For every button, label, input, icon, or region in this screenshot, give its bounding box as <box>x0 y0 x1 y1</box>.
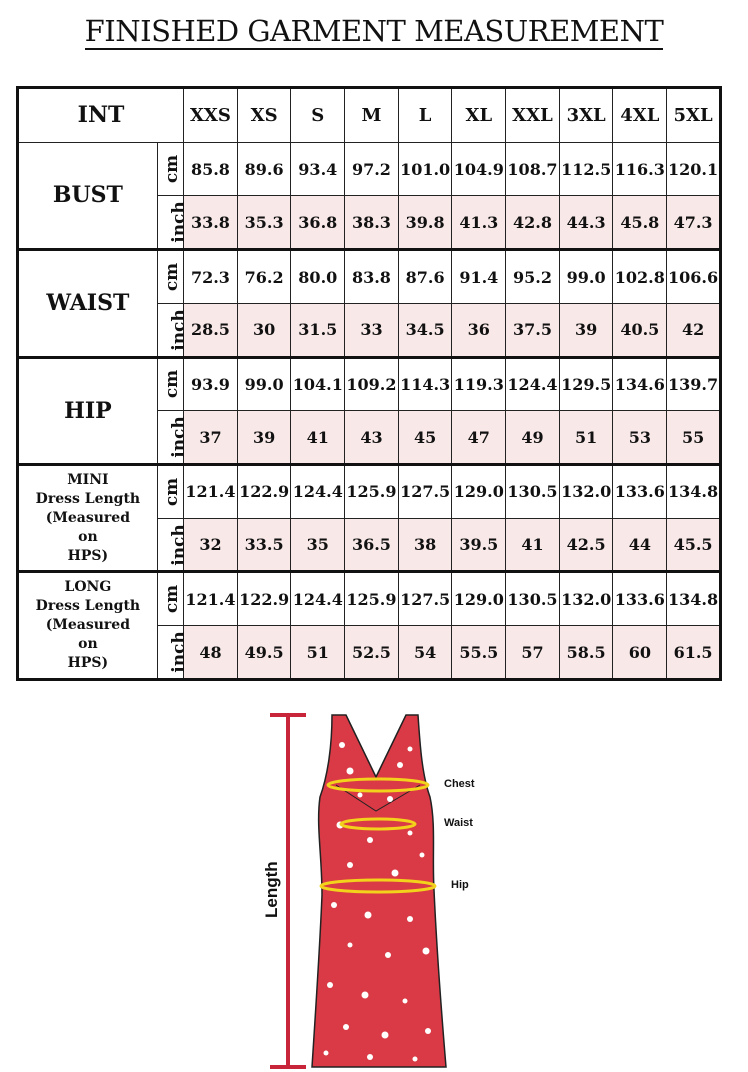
table-row <box>18 465 721 519</box>
table-cell: 43 <box>345 411 399 465</box>
table-cell: 104.1 <box>291 357 345 411</box>
table-cell: 53 <box>613 411 667 465</box>
table-cell: 41.3 <box>452 196 506 250</box>
size-header-s: S <box>291 88 345 143</box>
table-cell: 61.5 <box>667 626 721 680</box>
unit-label <box>157 518 189 572</box>
table-cell: 39.8 <box>398 196 452 250</box>
table-cell: 51 <box>291 626 345 680</box>
measure-label: HIP <box>18 357 158 464</box>
table-cell: 132.0 <box>559 572 613 626</box>
measure-label: MINI Dress Length (Measured on HPS) <box>18 465 158 572</box>
table-cell: 37.5 <box>506 303 560 357</box>
table-cell: 36 <box>452 303 506 357</box>
table-cell: 134.8 <box>667 465 721 519</box>
table-cell: 36.5 <box>345 518 399 572</box>
table-cell: 51 <box>559 411 613 465</box>
table-cell: 129.5 <box>559 357 613 411</box>
unit-text: cm <box>161 370 182 399</box>
chest-label: Chest <box>444 778 475 790</box>
table-cell: 32 <box>184 518 238 572</box>
unit-text: inch <box>168 308 189 351</box>
unit-text: cm <box>161 585 182 614</box>
page-title-wrap <box>0 14 748 50</box>
unit-label <box>157 626 189 680</box>
table-cell: 121.4 <box>184 465 238 519</box>
table-cell: 76.2 <box>237 250 291 304</box>
table-cell: 38.3 <box>345 196 399 250</box>
table-cell: 45.5 <box>667 518 721 572</box>
table-cell: 42.8 <box>506 196 560 250</box>
table-cell: 72.3 <box>184 250 238 304</box>
table-cell: 30 <box>237 303 291 357</box>
measure-label: LONG Dress Length (Measured on HPS) <box>18 572 158 680</box>
table-cell: 83.8 <box>345 250 399 304</box>
table-cell: 99.0 <box>559 250 613 304</box>
table-cell: 101.0 <box>398 142 452 196</box>
table-cell: 132.0 <box>559 465 613 519</box>
table-cell: 52.5 <box>345 626 399 680</box>
table-cell: 45.8 <box>613 196 667 250</box>
table-cell: 130.5 <box>506 572 560 626</box>
table-cell: 134.6 <box>613 357 667 411</box>
table-cell: 48 <box>184 626 238 680</box>
table-cell: 104.9 <box>452 142 506 196</box>
table-cell: 95.2 <box>506 250 560 304</box>
unit-text: inch <box>168 416 189 458</box>
table-cell: 93.4 <box>291 142 345 196</box>
table-cell: 60 <box>613 626 667 680</box>
table-cell: 42 <box>667 303 721 357</box>
size-header-xxl: XXL <box>506 88 560 143</box>
unit-text: cm <box>161 262 182 292</box>
table-cell: 122.9 <box>237 572 291 626</box>
table-cell: 106.6 <box>667 250 721 304</box>
table-cell: 134.8 <box>667 572 721 626</box>
table-cell: 49.5 <box>237 626 291 680</box>
table-cell: 129.0 <box>452 465 506 519</box>
table-cell: 87.6 <box>398 250 452 304</box>
table-cell: 54 <box>398 626 452 680</box>
table-cell: 41 <box>291 411 345 465</box>
unit-label <box>157 196 189 250</box>
table-cell: 99.0 <box>237 357 291 411</box>
table-cell: 35 <box>291 518 345 572</box>
dress-diagram <box>250 705 510 1072</box>
table-cell: 36.8 <box>291 196 345 250</box>
unit-text: inch <box>168 523 189 566</box>
table-cell: 44.3 <box>559 196 613 250</box>
table-cell: 139.7 <box>667 357 721 411</box>
table-cell: 42.5 <box>559 518 613 572</box>
size-header-xl: XL <box>452 88 506 143</box>
table-cell: 41 <box>506 518 560 572</box>
table-cell: 108.7 <box>506 142 560 196</box>
size-header-l: L <box>398 88 452 143</box>
table-cell: 124.4 <box>506 357 560 411</box>
size-header-xs: XS <box>237 88 291 143</box>
unit-label <box>157 250 183 304</box>
unit-label <box>157 465 183 519</box>
table-cell: 120.1 <box>667 142 721 196</box>
table-cell: 44 <box>613 518 667 572</box>
table-cell: 39.5 <box>452 518 506 572</box>
table-cell: 122.9 <box>237 465 291 519</box>
table-cell: 31.5 <box>291 303 345 357</box>
table-cell: 33 <box>345 303 399 357</box>
table-cell: 116.3 <box>613 142 667 196</box>
table-cell: 38 <box>398 518 452 572</box>
table-cell: 33.8 <box>184 196 238 250</box>
table-cell: 45 <box>398 411 452 465</box>
table-cell: 97.2 <box>345 142 399 196</box>
page-title: FINISHED GARMENT MEASUREMENT <box>84 14 664 48</box>
table-row <box>18 572 721 626</box>
table-cell: 125.9 <box>345 465 399 519</box>
table-row <box>18 142 721 196</box>
table-cell: 124.4 <box>291 465 345 519</box>
measure-label: WAIST <box>18 250 158 357</box>
table-cell: 40.5 <box>613 303 667 357</box>
table-cell: 28.5 <box>184 303 238 357</box>
table-cell: 47.3 <box>667 196 721 250</box>
table-cell: 114.3 <box>398 357 452 411</box>
unit-text: cm <box>161 477 182 507</box>
unit-label <box>157 572 183 626</box>
header-int: INT <box>18 88 184 143</box>
unit-label <box>157 303 189 357</box>
table-cell: 133.6 <box>613 465 667 519</box>
table-cell: 55 <box>667 411 721 465</box>
table-cell: 33.5 <box>237 518 291 572</box>
table-cell: 55.5 <box>452 626 506 680</box>
table-cell: 102.8 <box>613 250 667 304</box>
table-cell: 109.2 <box>345 357 399 411</box>
hip-label: Hip <box>451 879 469 891</box>
table-cell: 112.5 <box>559 142 613 196</box>
table-cell: 130.5 <box>506 465 560 519</box>
unit-label <box>157 142 183 196</box>
unit-text: inch <box>168 631 189 673</box>
table-cell: 39 <box>559 303 613 357</box>
table-cell: 129.0 <box>452 572 506 626</box>
size-header-m: M <box>345 88 399 143</box>
table-cell: 133.6 <box>613 572 667 626</box>
unit-label <box>157 357 183 411</box>
size-header-5xl: 5XL <box>667 88 721 143</box>
size-header-3xl: 3XL <box>559 88 613 143</box>
table-cell: 124.4 <box>291 572 345 626</box>
table-cell: 57 <box>506 626 560 680</box>
table-row <box>18 250 721 304</box>
table-cell: 34.5 <box>398 303 452 357</box>
table-row <box>18 357 721 411</box>
unit-text: cm <box>161 154 182 184</box>
table-cell: 49 <box>506 411 560 465</box>
unit-text: inch <box>168 201 189 244</box>
table-cell: 85.8 <box>184 142 238 196</box>
size-header-xxs: XXS <box>184 88 238 143</box>
table-cell: 119.3 <box>452 357 506 411</box>
table-cell: 89.6 <box>237 142 291 196</box>
table-cell: 127.5 <box>398 465 452 519</box>
table-cell: 37 <box>184 411 238 465</box>
size-header-4xl: 4XL <box>613 88 667 143</box>
table-cell: 39 <box>237 411 291 465</box>
table-cell: 121.4 <box>184 572 238 626</box>
measure-label: BUST <box>18 142 158 249</box>
table-cell: 127.5 <box>398 572 452 626</box>
unit-label <box>157 411 189 465</box>
table-cell: 91.4 <box>452 250 506 304</box>
waist-label: Waist <box>444 817 473 829</box>
table-cell: 35.3 <box>237 196 291 250</box>
table-cell: 93.9 <box>184 357 238 411</box>
table-cell: 47 <box>452 411 506 465</box>
table-cell: 58.5 <box>559 626 613 680</box>
size-chart-table <box>16 86 722 681</box>
table-cell: 80.0 <box>291 250 345 304</box>
length-label: Length <box>262 861 281 918</box>
table-cell: 125.9 <box>345 572 399 626</box>
